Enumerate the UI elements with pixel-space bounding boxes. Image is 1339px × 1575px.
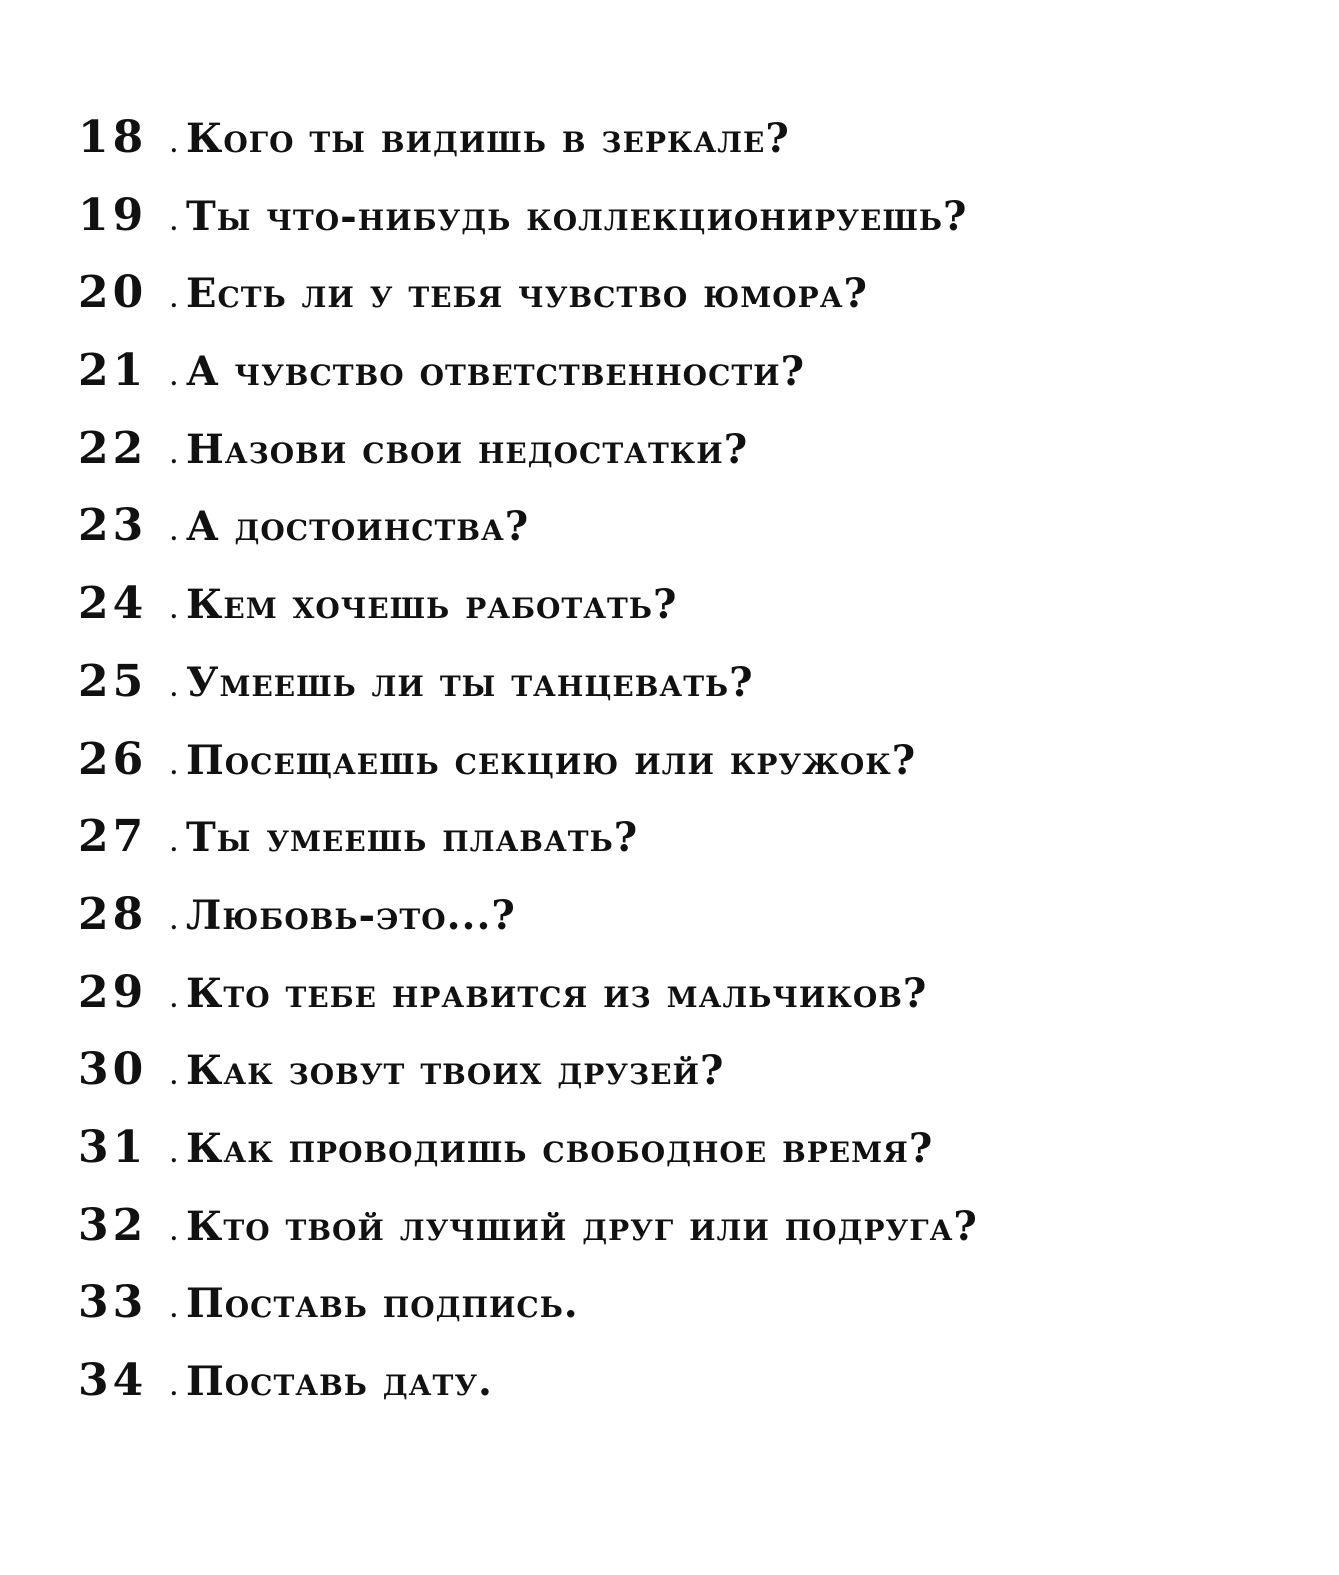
question-item <box>78 500 1298 578</box>
question-list <box>78 112 1298 1433</box>
question-item <box>78 1044 1298 1122</box>
number-separator: . <box>170 675 178 702</box>
question-item <box>78 1200 1298 1278</box>
question-number: 24 <box>78 578 148 630</box>
question-item <box>78 1277 1298 1355</box>
number-separator: . <box>170 1064 178 1091</box>
number-separator: . <box>170 209 178 236</box>
number-separator: . <box>170 598 178 625</box>
question-item <box>78 967 1298 1045</box>
question-number: 27 <box>78 811 148 863</box>
questionnaire-page <box>78 112 1298 1433</box>
question-number: 21 <box>78 345 148 397</box>
number-separator: . <box>170 1141 178 1168</box>
question-text: Умеешь ли ты танцевать? <box>186 658 754 706</box>
question-item <box>78 656 1298 734</box>
question-number: 20 <box>78 267 148 319</box>
question-number: 25 <box>78 655 148 707</box>
question-number: 33 <box>78 1277 148 1329</box>
question-number: 30 <box>78 1044 148 1096</box>
question-number: 28 <box>78 888 148 940</box>
question-text: Назови свои недостатки? <box>186 425 749 473</box>
question-text: Поставь подпись. <box>186 1280 579 1328</box>
question-text: Как проводишь свободное время? <box>186 1124 934 1172</box>
question-number: 34 <box>78 1355 148 1406</box>
question-item <box>78 423 1298 501</box>
question-number: 29 <box>78 966 148 1018</box>
question-number: 31 <box>78 1121 148 1173</box>
number-separator: . <box>170 831 178 858</box>
number-separator: . <box>170 442 178 469</box>
number-separator: . <box>170 287 178 314</box>
question-text: Кого ты видишь в зеркале? <box>186 115 790 162</box>
number-separator: . <box>170 1219 178 1246</box>
question-text: Посещаешь секцию или кружок? <box>186 736 917 784</box>
number-separator: . <box>170 986 178 1013</box>
question-item <box>78 811 1298 889</box>
question-text: Кто твой лучший друг или подруга? <box>186 1202 978 1250</box>
question-text: Любовь-это...? <box>186 891 516 939</box>
question-number: 18 <box>78 112 148 163</box>
number-separator: . <box>170 1297 178 1324</box>
question-text: Кем хочешь работать? <box>186 581 678 629</box>
question-item <box>78 112 1298 190</box>
question-text: Поставь дату. <box>186 1358 493 1405</box>
question-text: Есть ли у тебя чувство юмора? <box>186 270 868 318</box>
question-item <box>78 190 1298 268</box>
question-item <box>78 1355 1298 1433</box>
question-number: 23 <box>78 500 148 552</box>
number-separator: . <box>170 1375 178 1401</box>
question-text: А чувство ответственности? <box>186 348 806 396</box>
question-text: Ты умеешь плавать? <box>186 814 639 862</box>
number-separator: . <box>170 753 178 780</box>
question-item <box>78 578 1298 656</box>
question-text: Как зовут твоих друзей? <box>186 1047 725 1095</box>
number-separator: . <box>170 132 178 158</box>
question-text: Ты что-нибудь коллекционируешь? <box>186 192 968 240</box>
question-item <box>78 267 1298 345</box>
question-number: 32 <box>78 1199 148 1251</box>
question-item <box>78 1122 1298 1200</box>
question-item <box>78 345 1298 423</box>
question-number: 19 <box>78 189 148 241</box>
question-text: Кто тебе нравится из мальчиков? <box>186 969 928 1017</box>
number-separator: . <box>170 520 178 547</box>
question-text: А достоинства? <box>186 503 530 551</box>
question-item <box>78 889 1298 967</box>
question-item <box>78 734 1298 812</box>
question-number: 26 <box>78 733 148 785</box>
number-separator: . <box>170 365 178 392</box>
question-number: 22 <box>78 422 148 474</box>
number-separator: . <box>170 908 178 935</box>
